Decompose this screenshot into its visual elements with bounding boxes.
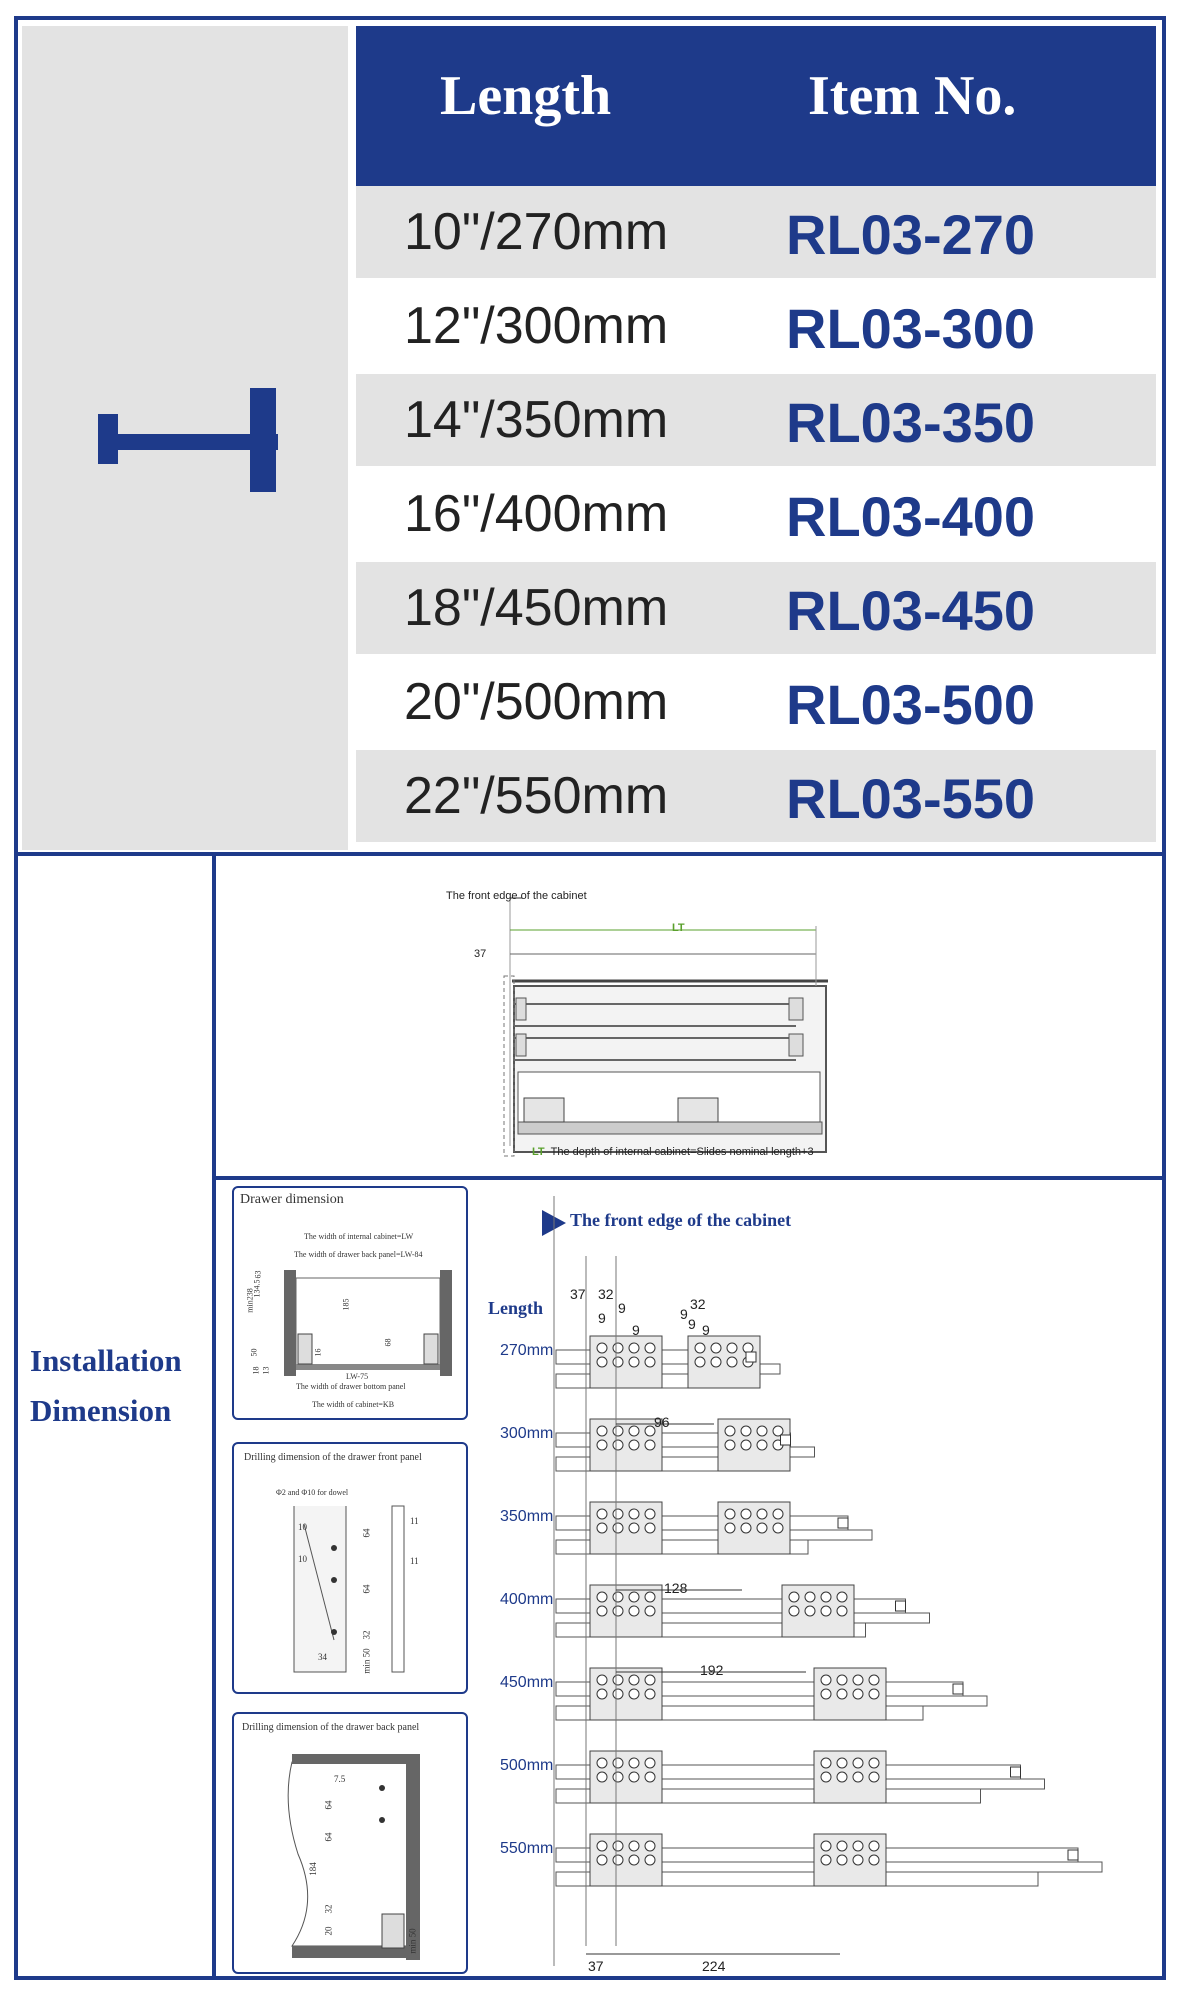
slide-length-label: 270mm <box>500 1342 554 1359</box>
spacing-dimension-label: 192 <box>700 1662 724 1678</box>
drawer-cabinet-width-label: The width of cabinet=KB <box>312 1400 395 1409</box>
table-row <box>356 280 1156 372</box>
dimension-label: 20 <box>323 1926 334 1936</box>
row-item-no: RL03-450 <box>786 579 1036 642</box>
row-length: 16"/400mm <box>404 485 669 543</box>
slide-length-label: 400mm <box>500 1591 554 1608</box>
row-item-no: RL03-300 <box>786 297 1036 360</box>
top-dimension-label: 9 <box>680 1306 688 1322</box>
row-length: 20"/500mm <box>404 673 669 731</box>
dimension-label: 184 <box>307 1862 318 1876</box>
drawer-back-panel-label: The width of drawer back panel=LW-84 <box>294 1250 423 1259</box>
dimension-label: 10 <box>298 1554 307 1564</box>
top-dimension-label: 9 <box>618 1300 626 1316</box>
table-header <box>356 26 1156 186</box>
section-title <box>30 1336 220 1436</box>
dimension-label: 13 <box>261 1366 271 1375</box>
drawer-lw-label: The width of internal cabinet=LW <box>304 1232 414 1241</box>
slide-length-label: 450mm <box>500 1674 554 1691</box>
table-row <box>356 656 1156 748</box>
dimension-label: 50 <box>249 1348 259 1357</box>
back-panel-drawing <box>234 1714 466 1972</box>
section-title-line1: Installation <box>30 1343 182 1378</box>
dimension-label: 18 <box>251 1366 261 1375</box>
section-title-line2: Dimension <box>30 1393 172 1428</box>
front-edge-label: The front edge of the cabinet <box>446 890 587 902</box>
dimension-label: 32 <box>323 1904 334 1914</box>
row-length: 22"/550mm <box>404 767 669 825</box>
dimension-label: min238 <box>245 1288 255 1313</box>
dimension-label: min 50 <box>407 1928 418 1954</box>
top-dimension-label: 9 <box>632 1322 640 1338</box>
top-dimension-label: 37 <box>570 1286 586 1302</box>
row-length: 10"/270mm <box>404 203 669 261</box>
top-dimension-label: 9 <box>688 1316 696 1332</box>
row-item-no: RL03-500 <box>786 673 1036 736</box>
slide-length-label: 500mm <box>500 1757 554 1774</box>
row-item-no: RL03-350 <box>786 391 1036 454</box>
divider-middle <box>216 1176 1166 1180</box>
slide-profile-icon <box>22 26 348 850</box>
dimension-label: 64 <box>361 1528 372 1538</box>
back-panel-title: Drilling dimension of the drawer back panel <box>242 1722 420 1733</box>
cabinet-drawing <box>216 856 1166 1176</box>
top-dimension-label: 32 <box>598 1286 614 1302</box>
cabinet-caption: LT The depth of internal cabinet=Slides nominal length+3 <box>532 1146 814 1158</box>
row-item-no: RL03-400 <box>786 485 1036 548</box>
slides-length-header: Length <box>488 1298 544 1318</box>
dimension-label: 63 <box>253 1270 263 1279</box>
table-row <box>356 562 1156 654</box>
dimension-label: 16 <box>313 1348 323 1357</box>
front-panel-drilling-panel <box>232 1442 468 1694</box>
dimension-label: 7.5 <box>334 1774 346 1784</box>
front-panel-title: Drilling dimension of the drawer front panel <box>244 1452 422 1463</box>
table-row <box>356 374 1156 466</box>
dimension-label: 11 <box>410 1556 419 1566</box>
dimension-label: 34 <box>318 1652 327 1662</box>
offset-label: 37 <box>474 948 487 960</box>
product-table <box>356 26 1156 850</box>
table-row <box>356 186 1156 278</box>
dimension-label: 134.5 <box>252 1279 262 1298</box>
product-icon-panel <box>22 26 348 850</box>
row-item-no: RL03-270 <box>786 203 1036 266</box>
top-dimension-label: 32 <box>690 1296 706 1312</box>
header-length: Length <box>440 65 612 127</box>
bottom-dimension-label: 37 <box>588 1958 604 1974</box>
dimension-label: 64 <box>323 1832 334 1842</box>
bottom-dimension-label: 224 <box>702 1958 726 1974</box>
drawer-bottom-panel-label: The width of drawer bottom panel <box>296 1382 406 1391</box>
table-row <box>356 750 1156 842</box>
dowel-label: Φ2 and Φ10 for dowel <box>276 1488 349 1497</box>
dimension-label: 32 <box>361 1630 372 1640</box>
spacing-dimension-label: 96 <box>654 1414 670 1430</box>
drawer-dimension-panel <box>232 1186 468 1420</box>
slides-front-edge-label: The front edge of the cabinet <box>570 1210 792 1230</box>
drawer-lw75-label: LW-75 <box>346 1372 369 1381</box>
spacing-dimension-label: 128 <box>664 1580 688 1596</box>
dimension-label: 185 <box>341 1298 351 1311</box>
dimension-label: 10 <box>298 1522 307 1532</box>
table-row <box>356 468 1156 560</box>
slide-length-label: 350mm <box>500 1508 554 1525</box>
row-length: 18"/450mm <box>404 579 669 637</box>
slide-length-label: 300mm <box>500 1425 554 1442</box>
back-panel-drilling-panel <box>232 1712 468 1974</box>
header-item-no: Item No. <box>808 65 1017 127</box>
cabinet-diagram <box>216 856 1166 1176</box>
slides-drawing <box>470 1186 1160 1976</box>
dimension-label: 11 <box>410 1516 419 1526</box>
dimension-label: 68 <box>383 1338 393 1347</box>
row-length: 12"/300mm <box>404 297 669 355</box>
dimension-label: 64 <box>323 1800 334 1810</box>
top-dimension-label: 9 <box>598 1310 606 1326</box>
lt-dimension-label: LT <box>672 922 685 934</box>
dimension-label: 64 <box>361 1584 372 1594</box>
dimension-label: min 50 <box>361 1648 372 1674</box>
slides-diagram <box>470 1186 1160 1976</box>
drawer-dimension-title: Drawer dimension <box>240 1192 344 1207</box>
row-length: 14"/350mm <box>404 391 669 449</box>
slide-length-label: 550mm <box>500 1840 554 1857</box>
front-panel-drawing <box>234 1444 466 1692</box>
top-dimension-label: 9 <box>702 1322 710 1338</box>
row-item-no: RL03-550 <box>786 767 1036 830</box>
